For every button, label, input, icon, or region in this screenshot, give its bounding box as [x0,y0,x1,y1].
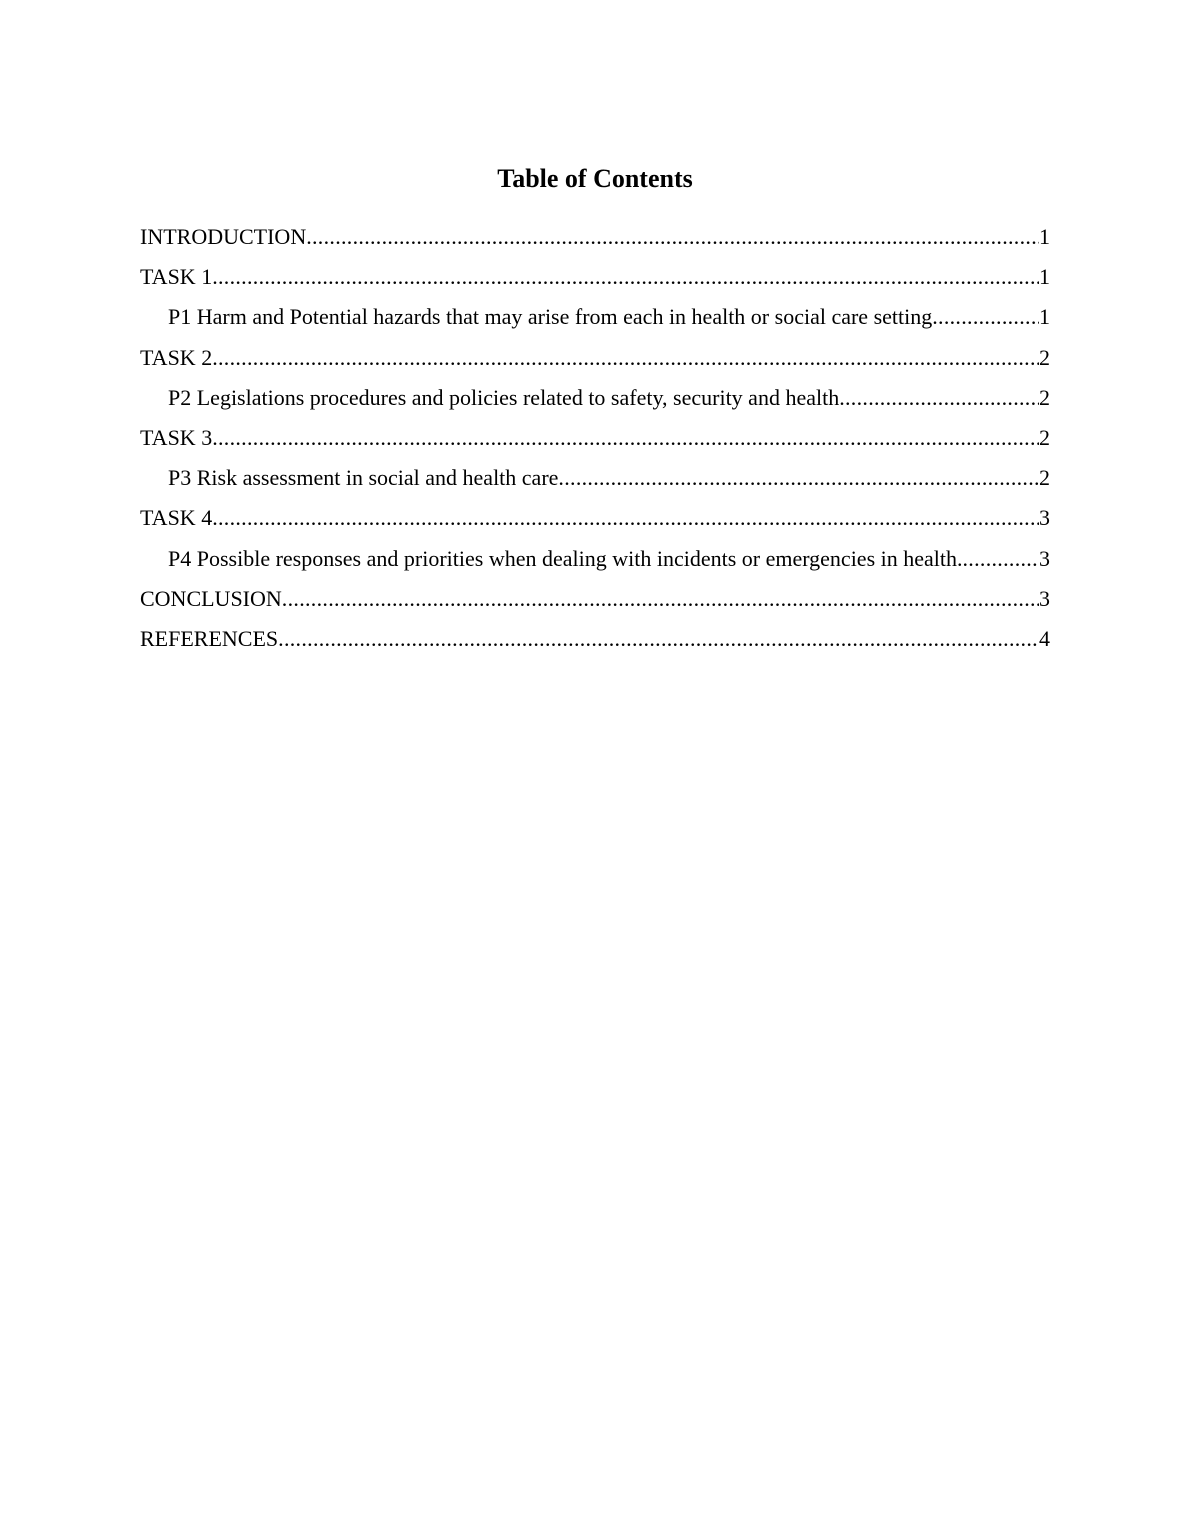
toc-title: Table of Contents [497,164,693,193]
toc-entry-text: TASK 1 [140,264,213,290]
toc-entry-introduction[interactable] [140,217,1050,257]
toc-leader-dots [839,378,1039,418]
toc-entry-text: INTRODUCTION [140,224,307,249]
toc-page-number: 2 [1039,344,1050,370]
toc-entry-p2[interactable] [140,378,1050,418]
toc-leader-dots [558,458,1039,498]
toc-entry-task-4[interactable] [140,498,1050,538]
toc-page-number: 3 [1039,545,1050,571]
toc-page-number: 3 [1039,585,1050,611]
toc-entry-task-1[interactable] [140,257,1050,297]
toc-leader-dots [212,257,1039,297]
toc-entry-text: P4 Possible responses and priorities when dealing with incidents or emergencies in health. [168,545,963,571]
toc-leader-dots [212,338,1039,378]
toc-leader-dots [306,217,1039,257]
toc-entry-p1[interactable] [140,297,1050,337]
toc-entry-conclusion[interactable] [140,579,1050,619]
toc-leader-dots [963,539,1040,579]
toc-leader-dots [282,579,1039,619]
toc-entry-text: TASK 2 [140,344,213,370]
toc-entry-text: REFERENCES [140,625,279,651]
toc-entry-task-2[interactable] [140,338,1050,378]
toc-entry-task-3[interactable] [140,418,1050,458]
toc-page-number: 1 [1039,264,1050,290]
toc-leader-dots [932,297,1039,337]
toc-page-number: 2 [1039,465,1050,491]
toc-page-number: 1 [1039,304,1050,330]
toc-entry-text: P3 Risk assessment in social and health care [168,465,559,491]
toc-entry-p4[interactable] [140,539,1050,579]
toc-list [140,217,1050,659]
toc-entry-text: TASK 4 [140,505,213,531]
toc-leader-dots [278,619,1039,659]
toc-leader-dots [212,418,1039,458]
toc-entry-references[interactable] [140,619,1050,659]
toc-entry-text: CONCLUSION [140,585,282,611]
toc-page-number: 4 [1039,625,1050,651]
toc-entry-text: P2 Legislations procedures and policies related to safety, security and health [168,384,840,410]
toc-page-number: 2 [1039,384,1050,410]
toc-page-number: 3 [1039,505,1050,531]
toc-entry-p3[interactable] [140,458,1050,498]
toc-page-number: 2 [1039,424,1050,450]
toc-leader-dots [212,498,1039,538]
toc-entry-text: P1 Harm and Potential hazards that may arise from each in health or social care setting [168,304,933,330]
toc-entry-text: TASK 3 [140,424,213,450]
toc-page-number: 1 [1039,224,1050,249]
